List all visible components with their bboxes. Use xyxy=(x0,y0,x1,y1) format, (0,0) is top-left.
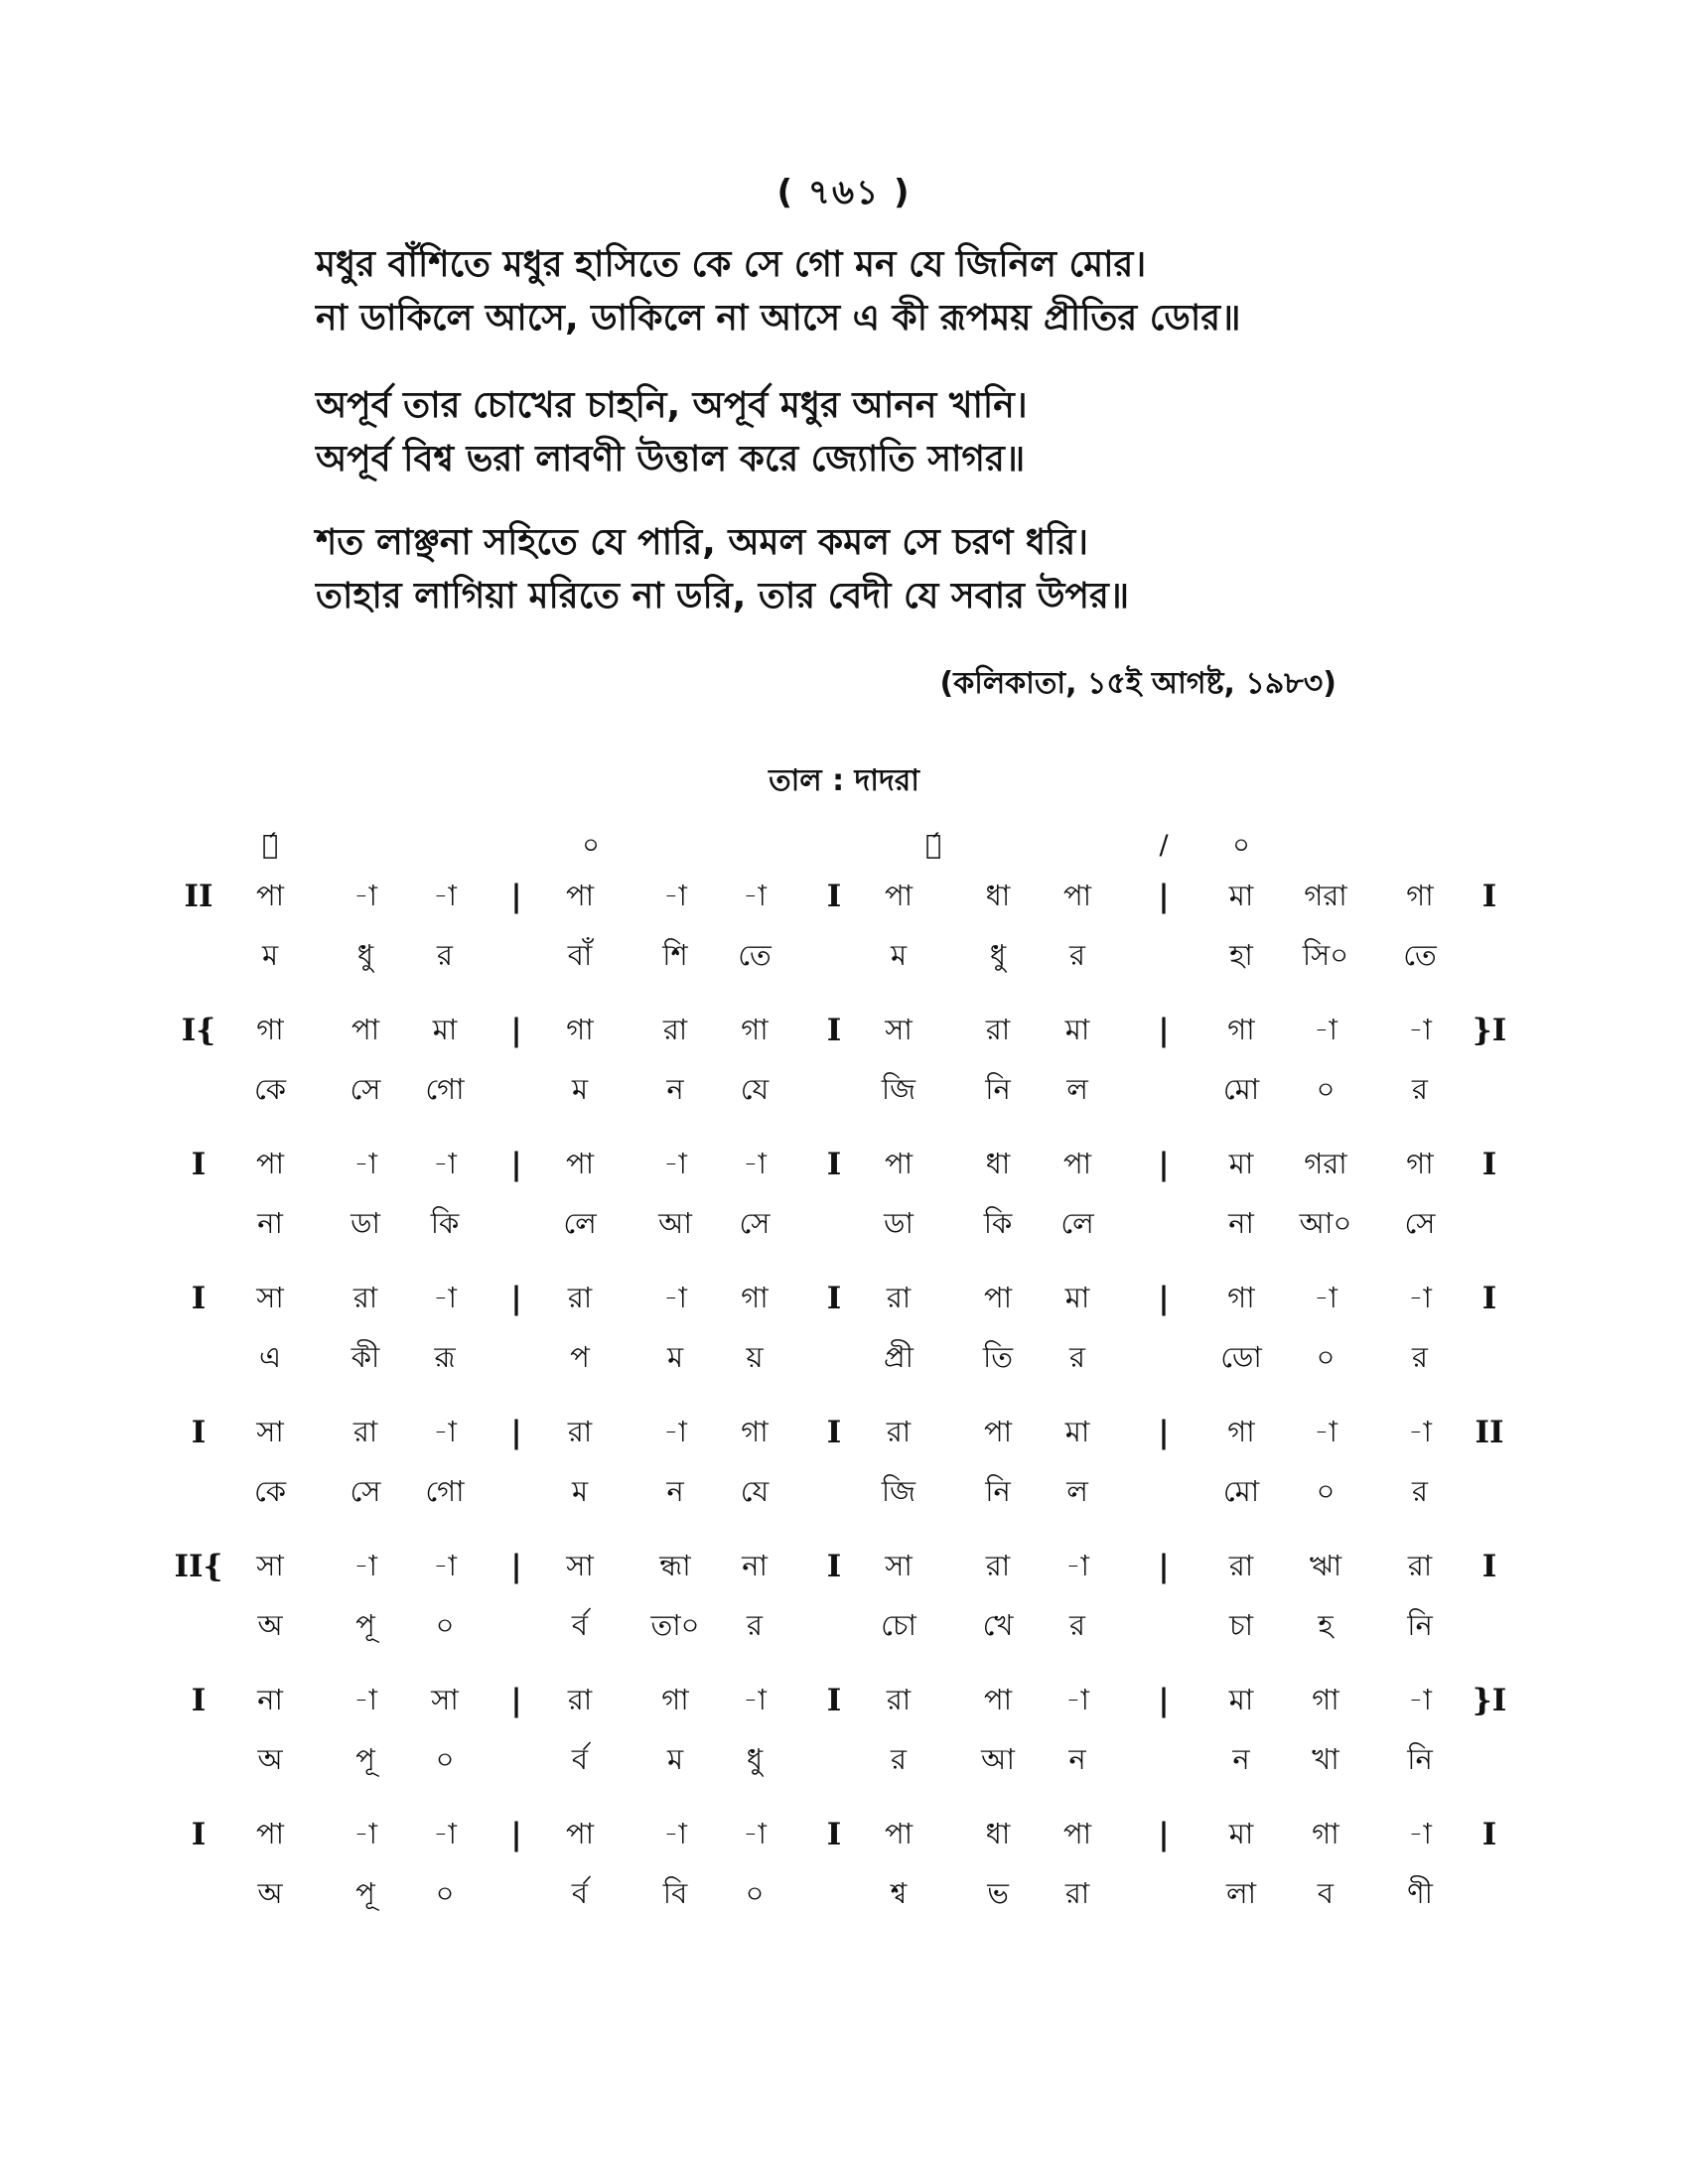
lyric-syllable: চো xyxy=(881,1608,916,1642)
swara-note: গা xyxy=(1227,1013,1255,1046)
swara-note: মা xyxy=(1064,1281,1090,1314)
lyric-syllable: মো xyxy=(1222,1474,1260,1508)
swara-note: গা xyxy=(741,1415,769,1448)
swara-note: মা xyxy=(1228,1147,1254,1180)
lyric-syllable: হা xyxy=(1229,938,1253,972)
lyric-syllable: অ xyxy=(257,1608,283,1642)
lyric-syllable: তে xyxy=(738,938,772,972)
poem-line: শত লাঞ্ছনা সহিতে যে পারি, অমল কমল সে চরণ ধরি। xyxy=(316,522,1089,563)
swara-note: -া xyxy=(743,1817,767,1850)
swara-note: গা xyxy=(1312,1817,1339,1850)
lyric-syllable: সে xyxy=(1404,1206,1436,1240)
lyric-syllable: তি xyxy=(982,1340,1014,1374)
swara-note: সা xyxy=(256,1281,284,1314)
lyric-syllable: ম xyxy=(571,1474,589,1508)
taal-marker: ১́ xyxy=(261,830,279,861)
lyric-syllable: কী xyxy=(351,1340,380,1374)
bar-line: | xyxy=(1158,1817,1170,1852)
lyric-syllable: যে xyxy=(740,1072,770,1106)
bar-line: I xyxy=(826,879,842,914)
swara-note: -া xyxy=(433,1147,457,1180)
row-start-mark: I xyxy=(191,1415,207,1450)
bar-line: | xyxy=(1158,1415,1170,1450)
swara-note: সা xyxy=(566,1549,594,1582)
swara-note: পা xyxy=(565,1147,595,1180)
row-end-mark: }I xyxy=(1472,1683,1507,1718)
lyric-syllable: ০ xyxy=(435,1608,455,1642)
bar-line: | xyxy=(510,1281,522,1316)
poem-line: মধুর বাঁশিতে মধুর হাসিতে কে সে গো মন যে জিনিল মোর। xyxy=(316,244,1147,285)
swara-note: গা xyxy=(566,1013,594,1046)
lyric-syllable: যে xyxy=(740,1474,770,1508)
bar-line: | xyxy=(510,1147,522,1182)
bar-line: | xyxy=(1158,1013,1170,1048)
swara-note: গা xyxy=(1227,1281,1255,1314)
lyric-syllable: গো xyxy=(425,1072,465,1106)
lyric-syllable: না xyxy=(1228,1206,1254,1240)
lyric-syllable: ০ xyxy=(435,1876,455,1910)
lyric-syllable: ডো xyxy=(1220,1340,1262,1374)
swara-note: গা xyxy=(256,1013,284,1046)
swara-note: গা xyxy=(741,1013,769,1046)
lyric-syllable: র xyxy=(1069,938,1085,972)
lyric-syllable: ম xyxy=(261,938,279,972)
swara-note: ন্ধা xyxy=(659,1549,691,1582)
swara-note: রা xyxy=(985,1013,1011,1046)
lyric-syllable: আ xyxy=(981,1742,1015,1776)
lyric-syllable: পূ xyxy=(355,1608,375,1642)
swara-note: -া xyxy=(1408,1013,1432,1046)
swara-note: মা xyxy=(432,1013,458,1046)
swara-note: রা xyxy=(567,1415,593,1448)
row-start-mark: I xyxy=(191,1817,207,1852)
bar-line: I xyxy=(826,1147,842,1182)
swara-note: -া xyxy=(1408,1683,1432,1716)
swara-note: -া xyxy=(743,879,767,912)
row-end-mark: I xyxy=(1481,1281,1497,1316)
poem-line: না ডাকিলে আসে, ডাকিলে না আসে এ কী রূপময় প্রীতির ডোর॥ xyxy=(316,298,1241,339)
swara-note: রা xyxy=(352,1415,378,1448)
swara-note: মা xyxy=(1228,1817,1254,1850)
swara-note: সা xyxy=(431,1683,459,1716)
swara-note: সা xyxy=(256,1549,284,1582)
lyric-syllable: খে xyxy=(982,1608,1014,1642)
swara-note: -া xyxy=(1065,1549,1089,1582)
swara-note: রা xyxy=(886,1281,912,1314)
lyric-syllable: র xyxy=(1069,1608,1085,1642)
swara-note: -া xyxy=(663,879,687,912)
swara-note: পা xyxy=(1062,1147,1092,1180)
row-end-mark: I xyxy=(1481,1147,1497,1182)
lyric-syllable: পূ xyxy=(355,1876,375,1910)
taal-marker: ১́ xyxy=(924,830,942,861)
swara-note: গরা xyxy=(1304,1147,1347,1180)
swara-note: ঋা xyxy=(1309,1549,1342,1582)
swara-note: পা xyxy=(1062,1817,1092,1850)
swara-note: রা xyxy=(886,1415,912,1448)
lyric-syllable: জি xyxy=(881,1072,916,1106)
lyric-syllable: ০ xyxy=(1316,1072,1336,1106)
lyric-syllable: লে xyxy=(1060,1206,1094,1240)
lyric-syllable: প্রী xyxy=(884,1340,914,1374)
lyric-syllable: নি xyxy=(985,1072,1011,1106)
lyric-syllable: গো xyxy=(425,1474,465,1508)
swara-note: -া xyxy=(433,1549,457,1582)
swara-note: সা xyxy=(885,1549,913,1582)
swara-note: গা xyxy=(1406,1147,1434,1180)
taal-marker: / xyxy=(1159,830,1169,861)
swara-note: -া xyxy=(353,1549,377,1582)
bar-line: I xyxy=(826,1817,842,1852)
bar-line: | xyxy=(1158,1281,1170,1316)
swara-note: -া xyxy=(663,1817,687,1850)
lyric-syllable: ব xyxy=(1317,1876,1335,1910)
swara-note: -া xyxy=(1314,1415,1337,1448)
lyric-syllable: ধু xyxy=(746,1742,764,1776)
lyric-syllable: ডা xyxy=(884,1206,914,1240)
swara-note: রা xyxy=(985,1549,1011,1582)
swara-note: -া xyxy=(663,1281,687,1314)
swara-note: -া xyxy=(433,879,457,912)
lyric-syllable: নি xyxy=(1407,1608,1433,1642)
lyric-syllable: না xyxy=(257,1206,283,1240)
lyric-syllable: র xyxy=(1412,1474,1428,1508)
lyric-syllable: ম xyxy=(571,1072,589,1106)
swara-note: পা xyxy=(983,1683,1013,1716)
swara-note: রা xyxy=(352,1281,378,1314)
swara-note: রা xyxy=(662,1013,688,1046)
swara-note: পা xyxy=(255,1147,285,1180)
lyric-syllable: ল xyxy=(1066,1474,1088,1508)
lyric-syllable: ন xyxy=(1232,1742,1250,1776)
lyric-syllable: ধু xyxy=(989,938,1007,972)
swara-note: -া xyxy=(663,1415,687,1448)
swara-note: সা xyxy=(256,1415,284,1448)
lyric-syllable: ল xyxy=(1066,1072,1088,1106)
bar-line: | xyxy=(1158,1147,1170,1182)
lyric-syllable: চা xyxy=(1228,1608,1254,1642)
swara-note: পা xyxy=(351,1013,380,1046)
swara-note: -া xyxy=(743,1683,767,1716)
lyric-syllable: র্ব xyxy=(571,1742,589,1776)
swara-note: গা xyxy=(1227,1415,1255,1448)
lyric-syllable: কে xyxy=(253,1072,287,1106)
swara-note: -া xyxy=(433,1415,457,1448)
lyric-syllable: ন xyxy=(666,1072,684,1106)
swara-note: পা xyxy=(1062,879,1092,912)
lyric-syllable: ০ xyxy=(745,1876,765,1910)
lyric-syllable: ম xyxy=(666,1742,684,1776)
poem-line: অপূর্ব বিশ্ব ভরা লাবণী উত্তাল করে জ্যোতি সাগর॥ xyxy=(316,439,1026,479)
swara-note: রা xyxy=(567,1683,593,1716)
lyric-syllable: আ xyxy=(658,1206,692,1240)
lyric-syllable: র xyxy=(437,938,453,972)
swara-note: গা xyxy=(661,1683,689,1716)
lyric-syllable: আ০ xyxy=(1299,1206,1352,1240)
lyric-syllable: মো xyxy=(1222,1072,1260,1106)
row-end-mark: II xyxy=(1475,1415,1504,1450)
lyric-syllable: অ xyxy=(257,1876,283,1910)
taal-marker: ০ xyxy=(1232,830,1250,861)
bar-line: | xyxy=(510,879,522,914)
lyric-syllable: শি xyxy=(662,938,688,972)
lyric-syllable: রূ xyxy=(434,1340,456,1374)
lyric-syllable: অ xyxy=(257,1742,283,1776)
lyric-syllable: নি xyxy=(1407,1742,1433,1776)
lyric-syllable: ডা xyxy=(351,1206,380,1240)
bar-line: | xyxy=(510,1415,522,1450)
place-date: (কলিকাতা, ১৫ই আগষ্ট, ১৯৮৩) xyxy=(939,666,1336,701)
swara-note: পা xyxy=(565,1817,595,1850)
bar-line: | xyxy=(510,1013,522,1048)
bar-line: | xyxy=(1158,1683,1170,1718)
row-start-mark: I xyxy=(191,1281,207,1316)
lyric-syllable: এ xyxy=(258,1340,282,1374)
swara-note: গা xyxy=(1312,1683,1339,1716)
lyric-syllable: য় xyxy=(746,1340,764,1374)
swara-note: -া xyxy=(1408,1415,1432,1448)
bar-line: I xyxy=(826,1549,842,1584)
swara-note: গা xyxy=(1406,879,1434,912)
bar-line: I xyxy=(826,1683,842,1718)
swara-note: -া xyxy=(1314,1013,1337,1046)
lyric-syllable: বি xyxy=(662,1876,688,1910)
page-number: ( ৭৬১ ) xyxy=(776,173,912,212)
swara-note: সা xyxy=(885,1013,913,1046)
poem-line: তাহার লাগিয়া মরিতে না ডরি, তার বেদী যে সবার উপর॥ xyxy=(316,576,1130,616)
swara-note: -া xyxy=(1408,1817,1432,1850)
lyric-syllable: র xyxy=(1412,1340,1428,1374)
lyric-syllable: র্ব xyxy=(571,1608,589,1642)
swara-note: -া xyxy=(353,879,377,912)
lyric-syllable: তে xyxy=(1403,938,1437,972)
swara-note: পা xyxy=(983,1415,1013,1448)
lyric-syllable: সি০ xyxy=(1302,938,1349,972)
lyric-syllable: নি xyxy=(985,1474,1011,1508)
row-start-mark: I{ xyxy=(181,1013,216,1048)
row-end-mark: I xyxy=(1481,1817,1497,1852)
swara-note: -া xyxy=(353,1147,377,1180)
row-start-mark: II xyxy=(184,879,213,914)
lyric-syllable: হ xyxy=(1318,1608,1334,1642)
swara-note: ধা xyxy=(985,1817,1011,1850)
bar-line: | xyxy=(510,1817,522,1852)
lyric-syllable: জি xyxy=(881,1474,916,1508)
swara-note: রা xyxy=(1407,1549,1433,1582)
lyric-syllable: লা xyxy=(1225,1876,1257,1910)
row-start-mark: I xyxy=(191,1683,207,1718)
lyric-syllable: রা xyxy=(1064,1876,1090,1910)
bar-line: I xyxy=(826,1281,842,1316)
lyric-syllable: র xyxy=(891,1742,907,1776)
bar-line: | xyxy=(1158,1549,1170,1584)
lyric-syllable: র xyxy=(747,1608,763,1642)
taal-marker: ০ xyxy=(582,830,600,861)
swara-note: -া xyxy=(1314,1281,1337,1314)
lyric-syllable: ভ xyxy=(987,1876,1009,1910)
bar-line: | xyxy=(510,1683,522,1718)
row-end-mark: }I xyxy=(1472,1013,1507,1048)
lyric-syllable: ম xyxy=(666,1340,684,1374)
lyric-syllable: ন xyxy=(1068,1742,1086,1776)
bar-line: | xyxy=(1158,879,1170,914)
row-end-mark: I xyxy=(1481,879,1497,914)
swara-note: রা xyxy=(567,1281,593,1314)
swara-note: -া xyxy=(433,1817,457,1850)
lyric-syllable: সে xyxy=(350,1474,381,1508)
swara-note: পা xyxy=(884,1817,914,1850)
swara-note: পা xyxy=(884,879,914,912)
lyric-syllable: ম xyxy=(890,938,908,972)
lyric-syllable: র xyxy=(1069,1340,1085,1374)
swara-note: ধা xyxy=(985,1147,1011,1180)
swara-note: মা xyxy=(1064,1013,1090,1046)
swara-note: -া xyxy=(1065,1683,1089,1716)
lyric-syllable: ন xyxy=(666,1474,684,1508)
swara-note: পা xyxy=(255,1817,285,1850)
swara-note: গা xyxy=(741,1281,769,1314)
swara-note: পা xyxy=(565,879,595,912)
swara-note: মা xyxy=(1064,1415,1090,1448)
lyric-syllable: খা xyxy=(1312,1742,1339,1776)
swara-note: পা xyxy=(884,1147,914,1180)
swara-note: -া xyxy=(663,1147,687,1180)
swara-note: মা xyxy=(1228,879,1254,912)
swara-note: পা xyxy=(983,1281,1013,1314)
lyric-syllable: প xyxy=(570,1340,590,1374)
bar-line: I xyxy=(826,1415,842,1450)
lyric-syllable: লে xyxy=(563,1206,597,1240)
swara-note: না xyxy=(742,1549,768,1582)
lyric-syllable: তা০ xyxy=(650,1608,700,1642)
lyric-syllable: পূ xyxy=(355,1742,375,1776)
lyric-syllable: সে xyxy=(350,1072,381,1106)
swara-note: -া xyxy=(433,1281,457,1314)
poem-line: অপূর্ব তার চোখের চাহনি, অপূর্ব মধুর আনন খানি। xyxy=(316,385,1028,426)
lyric-syllable: ০ xyxy=(1316,1340,1336,1374)
bar-line: I xyxy=(826,1013,842,1048)
lyric-syllable: বাঁ xyxy=(567,938,593,972)
lyric-syllable: ধু xyxy=(356,938,374,972)
lyric-syllable: ০ xyxy=(1316,1474,1336,1508)
row-end-mark: I xyxy=(1481,1549,1497,1584)
lyric-syllable: ০ xyxy=(435,1742,455,1776)
lyric-syllable: র্ব xyxy=(571,1876,589,1910)
row-start-mark: II{ xyxy=(174,1549,223,1584)
swara-note: গরা xyxy=(1304,879,1347,912)
swara-note: রা xyxy=(1228,1549,1254,1582)
lyric-syllable: ণী xyxy=(1407,1876,1433,1910)
swara-note: -া xyxy=(353,1817,377,1850)
tala-heading: তাল : দাদরা xyxy=(769,763,919,798)
lyric-syllable: সে xyxy=(739,1206,771,1240)
lyric-syllable: কি xyxy=(430,1206,460,1240)
swara-note: পা xyxy=(255,879,285,912)
lyric-syllable: কি xyxy=(983,1206,1013,1240)
bar-line: | xyxy=(510,1549,522,1584)
swara-note: -া xyxy=(353,1683,377,1716)
row-start-mark: I xyxy=(191,1147,207,1182)
swara-note: মা xyxy=(1228,1683,1254,1716)
swara-note: -া xyxy=(1408,1281,1432,1314)
swara-note: -া xyxy=(743,1147,767,1180)
swara-note: রা xyxy=(886,1683,912,1716)
lyric-syllable: শ্ব xyxy=(890,1876,908,1910)
lyric-syllable: কে xyxy=(253,1474,287,1508)
swara-note: না xyxy=(257,1683,283,1716)
lyric-syllable: র xyxy=(1412,1072,1428,1106)
swara-note: ধা xyxy=(985,879,1011,912)
